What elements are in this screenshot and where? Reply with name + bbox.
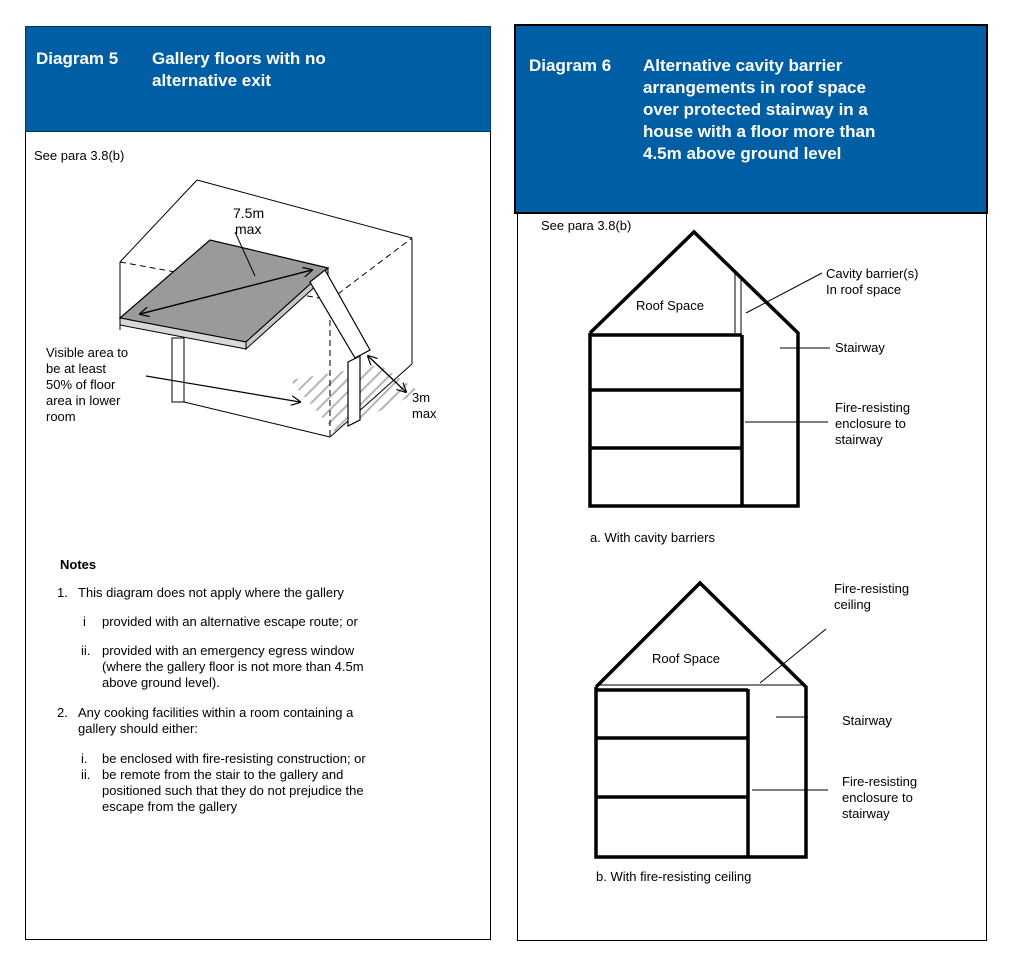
stair-length-label: 3m xyxy=(412,390,431,405)
diagram-5-title-line-1: Gallery floors with no xyxy=(152,49,326,68)
cavity-barrier-label: In roof space xyxy=(826,282,902,297)
note-2-text: Any cooking facilities within a room containing a xyxy=(78,705,354,720)
enclosure-label-a: stairway xyxy=(835,432,883,447)
note-2-ii-text: positioned such that they do not prejudice the xyxy=(102,783,364,798)
note-1-ii-number: ii. xyxy=(81,643,91,658)
fire-ceiling-label: ceiling xyxy=(834,597,871,612)
note-2-i-number: i. xyxy=(81,751,88,766)
cavity-barrier-label: Cavity barrier(s) xyxy=(826,266,919,281)
note-2-ii-text: be remote from the stair to the gallery and xyxy=(102,767,344,782)
note-2-text: gallery should either: xyxy=(78,721,198,736)
house-a xyxy=(590,232,830,506)
notes-heading: Notes xyxy=(60,557,97,572)
diagram-6-number: Diagram 6 xyxy=(529,56,612,75)
caption-b: b. With fire-resisting ceiling xyxy=(596,869,752,884)
note-1-ii-text: above ground level). xyxy=(102,675,220,690)
house-b-outline xyxy=(596,583,806,857)
roof-space-label-b: Roof Space xyxy=(652,651,720,666)
diagram-6-see-para: See para 3.8(b) xyxy=(541,218,632,233)
house-a-outline xyxy=(590,232,798,506)
roof-space-label-a: Roof Space xyxy=(636,298,704,313)
enclosure-label-b: enclosure to xyxy=(842,790,913,805)
stairway-label-a: Stairway xyxy=(835,340,885,355)
stair-length-label: max xyxy=(412,406,437,421)
note-1-ii-text: provided with an emergency egress window xyxy=(102,643,355,658)
visible-area-label: 50% of floor xyxy=(46,377,116,392)
house-b xyxy=(596,583,828,857)
stairway-label-b: Stairway xyxy=(842,713,892,728)
enclosure-label-a: Fire-resisting xyxy=(835,400,911,415)
note-2-number: 2. xyxy=(57,705,68,720)
diagram-6-title-line-4: house with a floor more than xyxy=(643,122,876,141)
visible-area-label: area in lower xyxy=(46,393,121,408)
enclosure-label-b: Fire-resisting xyxy=(842,774,918,789)
diagram-6-title-line-5: 4.5m above ground level xyxy=(643,144,842,163)
visible-area-label: be at least xyxy=(46,361,106,376)
diagram-5-see-para: See para 3.8(b) xyxy=(34,148,125,163)
note-1-i-number: i xyxy=(83,614,86,629)
note-1-number: 1. xyxy=(57,585,68,600)
fire-ceiling-label: Fire-resisting xyxy=(834,581,910,596)
diagram-6-title-line-2: arrangements in roof space xyxy=(643,78,866,97)
max-distance-label: 7.5m xyxy=(233,205,265,221)
enclosure-label-b: stairway xyxy=(842,806,890,821)
note-1-text: This diagram does not apply where the gallery xyxy=(78,585,344,600)
note-2-ii-text: escape from the gallery xyxy=(102,799,238,814)
diagram-6-title-line-3: over protected stairway in a xyxy=(643,100,868,119)
diagram-6-title-line-1: Alternative cavity barrier xyxy=(643,56,843,75)
note-1-i-text: provided with an alternative escape route; or xyxy=(102,614,358,629)
max-distance-label: max xyxy=(235,221,262,237)
note-1-ii-text: (where the gallery floor is not more than 4.5m xyxy=(102,659,364,674)
note-2-ii-number: ii. xyxy=(81,767,91,782)
note-2-i-text: be enclosed with fire-resisting construction; or xyxy=(102,751,366,766)
caption-a: a. With cavity barriers xyxy=(590,530,715,545)
diagram-5-number: Diagram 5 xyxy=(36,49,119,68)
visible-area-label: Visible area to xyxy=(46,345,129,360)
visible-area-label: room xyxy=(46,409,76,424)
enclosure-label-a: enclosure to xyxy=(835,416,906,431)
diagram-5-title-line-2: alternative exit xyxy=(152,71,272,90)
